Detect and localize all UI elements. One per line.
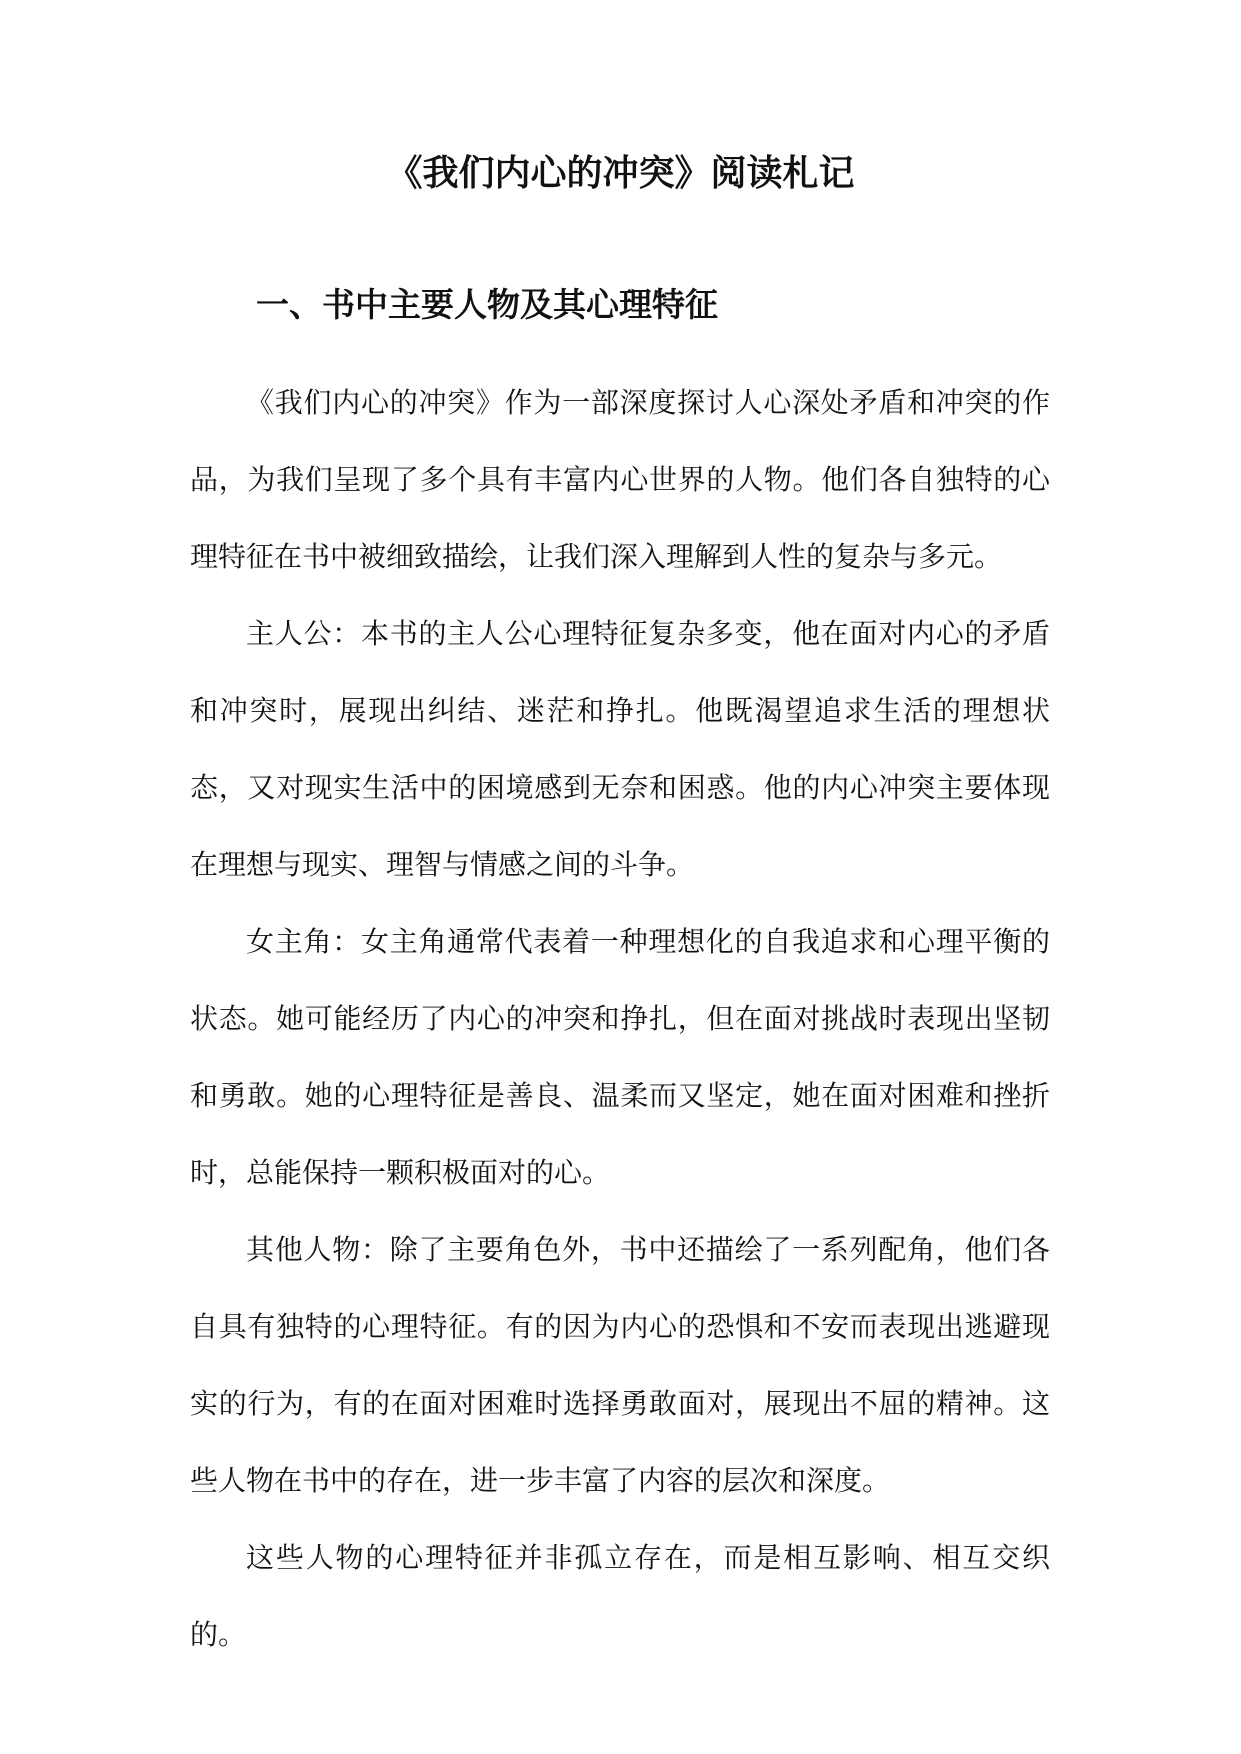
paragraph-other-characters: 其他人物：除了主要角色外，书中还描绘了一系列配角，他们各自具有独特的心理特征。有的因为内心的恐惧和不安而表现出逃避现实的行为，有的在面对困难时选择勇敢面对，展现出不屈的精神。这些人物在书中的存在，进一步丰富了内容的层次和深度。 [190,1233,1050,1497]
section-heading: 一、书中主要人物及其心理特征 [256,285,718,324]
paragraph-heroine: 女主角：女主角通常代表着一种理想化的自我追求和心理平衡的状态。她可能经历了内心的冲突和挣扎，但在面对挑战时表现出坚韧和勇敢。她的心理特征是善良、温柔而又坚定，她在面对困难和挫折时，总能保持一颗积极面对的心。 [190,925,1050,1189]
body-text [190,364,1050,1673]
paragraph-protagonist: 主人公：本书的主人公心理特征复杂多变，他在面对内心的矛盾和冲突时，展现出纠结、迷茫和挣扎。他既渴望追求生活的理想状态，又对现实生活中的困境感到无奈和困惑。他的内心冲突主要体现在理想与现实、理智与情感之间的斗争。 [190,617,1050,881]
document-title: 《我们内心的冲突》阅读札记 [386,152,855,194]
paragraph-interaction: 这些人物的心理特征并非孤立存在，而是相互影响、相互交织的。 [190,1541,1050,1651]
paragraph-intro: 《我们内心的冲突》作为一部深度探讨人心深处矛盾和冲突的作品，为我们呈现了多个具有丰富内心世界的人物。他们各自独特的心理特征在书中被细致描绘，让我们深入理解到人性的复杂与多元。 [190,386,1050,573]
